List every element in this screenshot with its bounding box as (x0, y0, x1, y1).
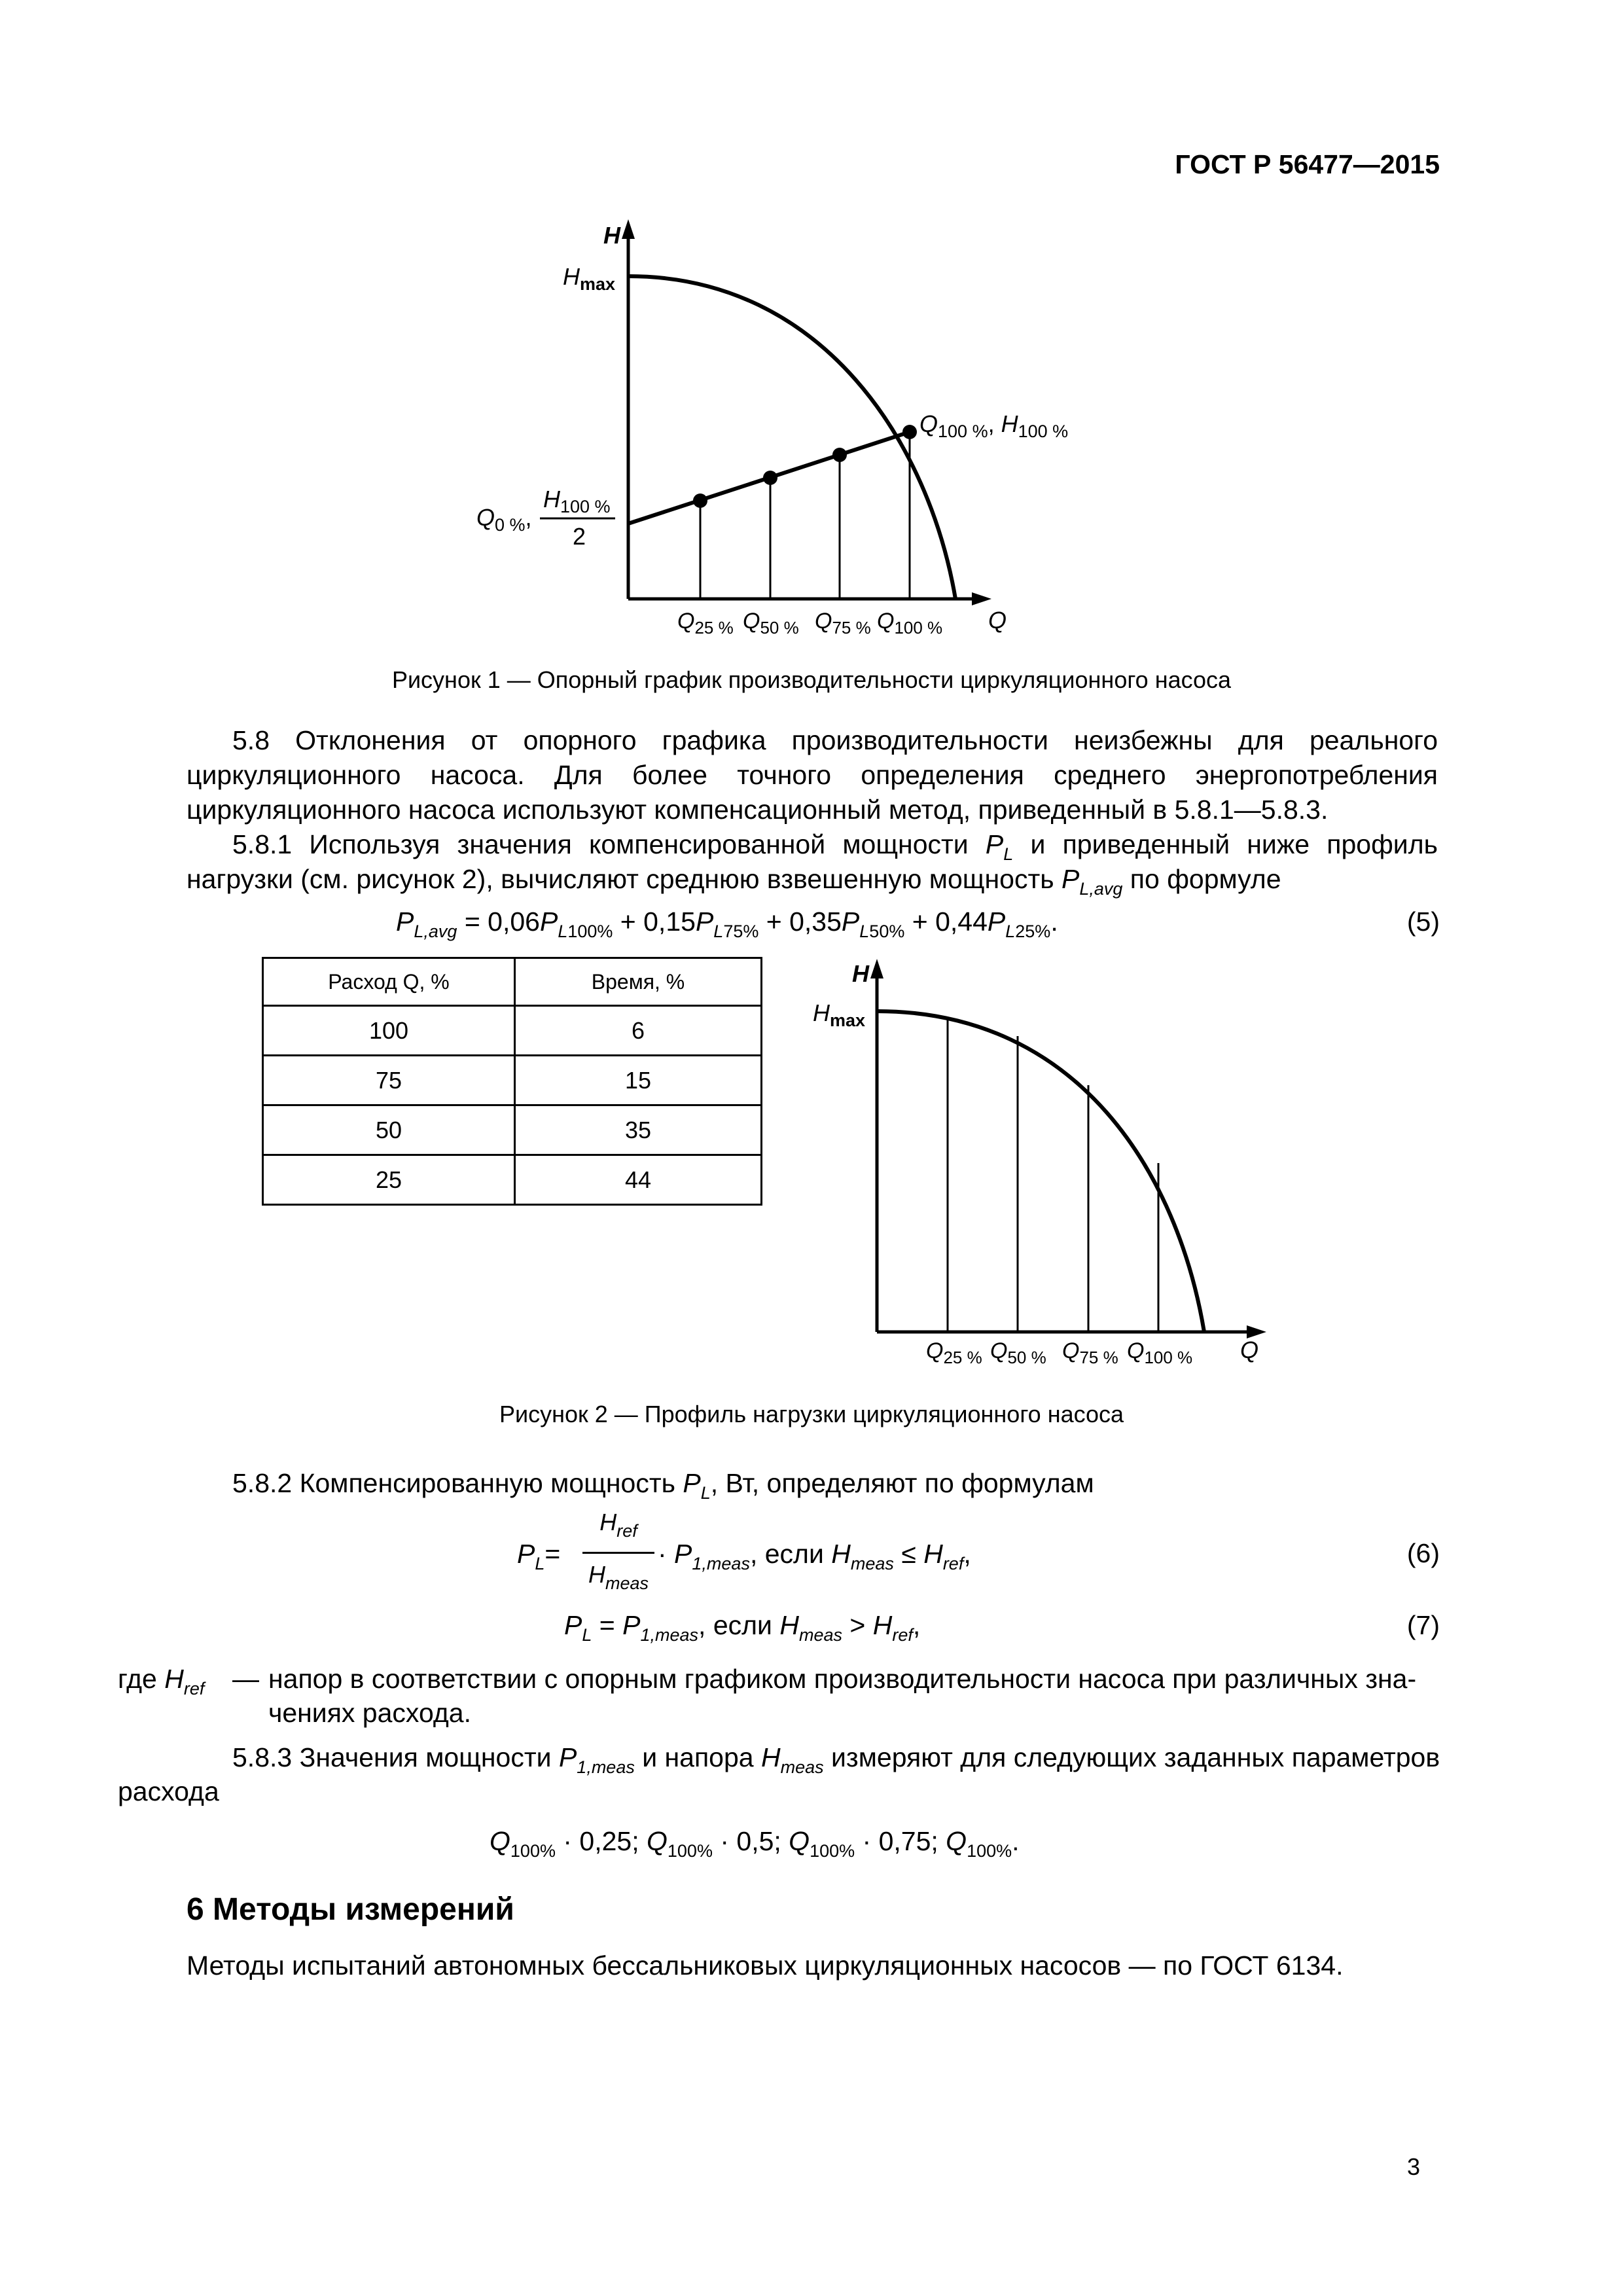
formula-6-number: (6) (1406, 1538, 1440, 1568)
formula-5-number: (5) (1406, 906, 1440, 937)
fig1-fraction-numerator: $H_{100 \%}$ (543, 486, 611, 516)
figure-2-load-profile-chart (805, 952, 1289, 1378)
fig2-tick-25: $Q_{25 \%}$ (926, 1338, 982, 1367)
fig2-tick-100: $Q_{100 \%}$ (1127, 1338, 1193, 1367)
table-cell: 75 (263, 1056, 515, 1105)
fig1-point-100 (902, 425, 917, 439)
table-row (263, 1105, 762, 1155)
table-cell: 15 (515, 1056, 762, 1105)
paragraph-5-8: 5.8 Отклонения от опорного графика производительности неизбежны для реального циркуляционного насоса. Для более точного определения среднего энергопотребления циркуляционного насоса используют компенсационный метод, приведенный в 5.8.1—5.8.3. (187, 725, 1438, 825)
figure-1-caption: Рисунок 1 — Опорный график производительности циркуляционного насоса (391, 666, 1232, 693)
formula-6-fraction-bar (582, 1552, 654, 1554)
page-number: 3 (1407, 2153, 1421, 2180)
paragraph-5-8-1: 5.8.1 Используя значения компенсированной мощности $P_L$ и приведенный ниже профиль нагрузки (см. рисунок 2), вычисляют среднюю взвешенную мощность $P_{L,avg}$ по формуле (187, 829, 1438, 899)
formula-7: $P_L = P_{1,meas}$, если $H_{meas} > H_{ref}$, (564, 1610, 921, 1645)
paragraph-5-8-2: 5.8.2 Компенсированную мощность $P_L$, Вт, определяют по формулам (232, 1468, 1094, 1503)
flow-values-formula: $Q_{100\%} \cdot 0,25$; $Q_{100\%} \cdot 0,5$; $Q_{100\%} \cdot 0,75$; $Q_{100\%}$. (490, 1826, 1020, 1861)
fig2-pump-curve (877, 1011, 1204, 1332)
table-cell: 44 (515, 1155, 762, 1205)
table-header-flow: Расход Q, % (263, 958, 515, 1006)
fig1-fraction-denominator: 2 (573, 523, 586, 550)
figure-2-caption: Рисунок 2 — Профиль нагрузки циркуляционного насоса (499, 1401, 1124, 1427)
fig1-point-100-label: $Q_{100 \%}$, $H_{100 \%}$ (919, 410, 1069, 441)
fig1-q0-label: $Q_{0 \%}$, (476, 504, 532, 535)
where-dash: — (232, 1664, 259, 1694)
fig2-h-axis-arrow (870, 959, 883, 978)
table-cell: 35 (515, 1105, 762, 1155)
where-definition-line-1: напор в соответствии с опорным графиком производительности насоса при различных зна- (268, 1664, 1417, 1694)
fig1-tick-25: $Q_{25 \%}$ (677, 609, 734, 637)
figure-1-reference-performance-chart (458, 216, 1113, 648)
table-cell: 6 (515, 1006, 762, 1056)
fig2-q-axis-label: Q (1240, 1336, 1259, 1363)
fig1-point-75 (832, 448, 847, 462)
section-6-title: 6 Методы измерений (187, 1892, 514, 1927)
section-6-text: Методы испытаний автономных бессальниковых циркуляционных насосов — по ГОСТ 6134. (187, 1950, 1344, 1981)
formula-5: $P_{L,avg} = 0,06P_{L100\%} + 0,15P_{L75\%} + 0,35P_{L50\%} + 0,44P_{L25\%}$. (396, 906, 1058, 941)
table-row (263, 1056, 762, 1105)
table-cell: 50 (263, 1105, 515, 1155)
fig1-tick-50: $Q_{50 \%}$ (743, 609, 799, 637)
table-cell: 100 (263, 1006, 515, 1056)
fig1-point-50 (763, 471, 777, 485)
fig1-tick-75: $Q_{75 \%}$ (815, 609, 871, 637)
fig1-h-axis-arrow (622, 219, 635, 239)
document-standard-number: ГОСТ Р 56477—2015 (1175, 149, 1440, 179)
fig2-h-axis-label: H (852, 960, 869, 987)
fig1-point-25 (693, 493, 707, 508)
table-cell: 25 (263, 1155, 515, 1205)
fig1-tick-100: $Q_{100 \%}$ (877, 609, 943, 637)
fig2-tick-50: $Q_{50 \%}$ (990, 1338, 1046, 1367)
where-symbol: где $H_{ref}$ (118, 1664, 205, 1698)
where-definition-line-2: чениях расхода. (268, 1698, 471, 1728)
fig1-h-axis-label: H (603, 222, 620, 249)
fig1-q-axis-label: Q (988, 607, 1007, 634)
fig2-hmax-label: $H_{max}$ (813, 999, 866, 1030)
formula-7-number: (7) (1406, 1610, 1440, 1640)
fig2-tick-75: $Q_{75 \%}$ (1062, 1338, 1118, 1367)
table-row (263, 1155, 762, 1205)
table-row (263, 1006, 762, 1056)
table-header-row (263, 958, 762, 1006)
fig1-q-axis-arrow (972, 592, 991, 605)
fig1-hmax-label: $H_{max}$ (563, 263, 616, 294)
paragraph-5-8-3-line-1: 5.8.3 Значения мощности $P_{1,meas}$ и напора $H_{meas}$ измеряют для следующих заданных параметров (232, 1742, 1440, 1777)
table-header-time: Время, % (515, 958, 762, 1006)
paragraph-5-8-3-line-2: расхода (118, 1776, 219, 1806)
load-profile-table (262, 957, 762, 1206)
